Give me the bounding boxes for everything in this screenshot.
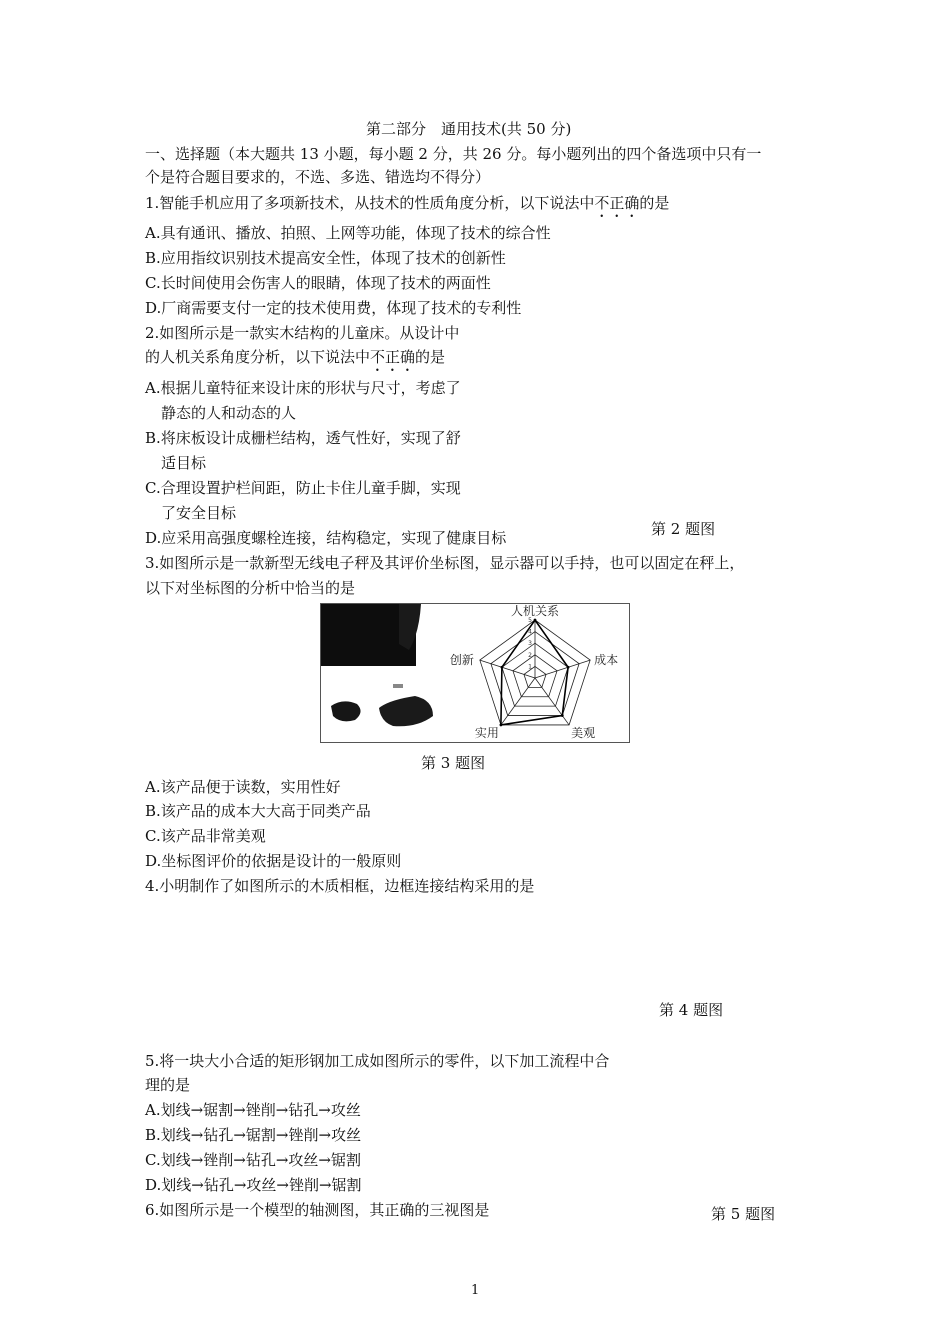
radar-tick-label: 4	[528, 628, 532, 636]
scale-display-edge	[399, 604, 421, 650]
radar-axis-label: 实用	[474, 725, 499, 740]
q5-option-d: D.划线→钻孔→攻丝→锉削→锯割	[145, 1176, 362, 1194]
q2-option-c-line-1: C.合理设置护栏间距，防止卡住儿童手脚，实现	[145, 479, 461, 497]
q1-option-a: A.具有通讯、播放、拍照、上网等功能，体现了技术的综合性	[145, 224, 551, 242]
scale-photo	[321, 604, 433, 726]
q2-option-a-line-1: A.根据儿童特征来设计床的形状与尺寸，考虑了	[145, 379, 461, 397]
radar-tick-label: 1	[528, 663, 532, 671]
q3-option-a: A.该产品便于读数，实用性好	[145, 778, 341, 796]
q2-stem-text: 的人机关系角度分析，以下说法中	[145, 348, 371, 366]
radar-axis-label: 成本	[594, 653, 619, 668]
q2-stem-emphasis: 不正确	[370, 348, 416, 366]
q5-stem-line-1: 5.将一块大小合适的矩形钢加工成如图所示的零件，以下加工流程中合	[145, 1052, 610, 1070]
q2-stem-end: 的是	[415, 348, 446, 366]
q1-option-c: C.长时间使用会伤害人的眼睛，体现了技术的两面性	[145, 274, 491, 292]
q3-option-b: B.该产品的成本大大高于同类产品	[145, 802, 371, 820]
q5-option-a: A.划线→锯割→锉削→钻孔→攻丝	[145, 1101, 361, 1119]
q5-option-c: C.划线→锉削→钻孔→攻丝→锯割	[145, 1151, 361, 1169]
instructions-line-1: 一、选择题（本大题共 13 小题，每小题 2 分，共 26 分。每小题列出的四个备选项中只有一	[145, 145, 762, 163]
radar-tick-label: 5	[528, 617, 532, 624]
page-number: 1	[471, 1283, 480, 1298]
instructions-line-2: 个是符合题目要求的，不选、多选、错选均不得分）	[145, 168, 491, 186]
q3-option-d: D.坐标图评价的依据是设计的一般原则	[145, 852, 402, 870]
q1-stem-text: 1.智能手机应用了多项新技术，从技术的性质角度分析，以下说法中	[145, 194, 595, 212]
q1-stem	[145, 193, 669, 221]
q1-stem-end: 的是	[639, 194, 670, 212]
q3-stem-line-1: 3.如图所示是一款新型无线电子秤及其评价坐标图，显示器可以手持，也可以固定在秤上，	[145, 554, 745, 572]
q1-option-b: B.应用指纹识别技术提高安全性，体现了技术的创新性	[145, 249, 506, 267]
q2-option-b-line-2: 适目标	[161, 454, 207, 472]
q2-option-d: D.应采用高强度螺栓连接，结构稳定，实现了健康目标	[145, 529, 507, 547]
radar-data-point	[534, 619, 537, 622]
radar-data-point	[500, 724, 503, 727]
scale-right-piece	[379, 696, 433, 726]
radar-axis-label: 创新	[449, 653, 474, 668]
q5-figure-caption: 第 5 题图	[711, 1205, 776, 1223]
q3-figure-caption: 第 3 题图	[421, 754, 486, 772]
radar-tick-label: 3	[528, 640, 532, 648]
q2-stem-line-1: 2.如图所示是一款实木结构的儿童床。从设计中	[145, 324, 460, 342]
radar-data-point	[567, 666, 570, 669]
radar-axis-label: 美观	[571, 725, 596, 740]
scale-small-part	[393, 684, 403, 688]
q3-figure	[320, 603, 630, 743]
radar-data-point	[561, 714, 564, 717]
radar-tick-label: 2	[528, 651, 532, 659]
q2-option-a-line-2: 静态的人和动态的人	[161, 404, 297, 422]
radar-chart	[450, 604, 618, 740]
q1-option-d: D.厂商需要支付一定的技术使用费，体现了技术的专利性	[145, 299, 522, 317]
q6-stem: 6.如图所示是一个模型的轴测图，其正确的三视图是	[145, 1201, 490, 1219]
q2-option-b-line-1: B.将床板设计成栅栏结构，透气性好，实现了舒	[145, 429, 461, 447]
radar-axis-label: 人机关系	[510, 604, 560, 618]
q5-stem-line-2: 理的是	[145, 1076, 191, 1094]
q2-option-c-line-2: 了安全目标	[161, 504, 237, 522]
q3-option-c: C.该产品非常美观	[145, 827, 266, 845]
scale-left-piece	[331, 701, 361, 721]
q5-option-b: B.划线→钻孔→锯割→锉削→攻丝	[145, 1126, 362, 1144]
q4-stem: 4.小明制作了如图所示的木质相框，边框连接结构采用的是	[145, 877, 535, 895]
radar-data-point	[501, 666, 504, 669]
section-title: 第二部分 通用技术(共 50 分)	[366, 120, 572, 138]
q3-stem-line-2: 以下对坐标图的分析中恰当的是	[145, 579, 356, 597]
q2-stem-line-2	[145, 347, 445, 375]
q4-figure-caption: 第 4 题图	[659, 1001, 724, 1019]
q2-figure-caption: 第 2 题图	[651, 520, 716, 538]
q3-figure-svg	[321, 604, 630, 743]
q1-stem-emphasis: 不正确	[594, 194, 640, 212]
